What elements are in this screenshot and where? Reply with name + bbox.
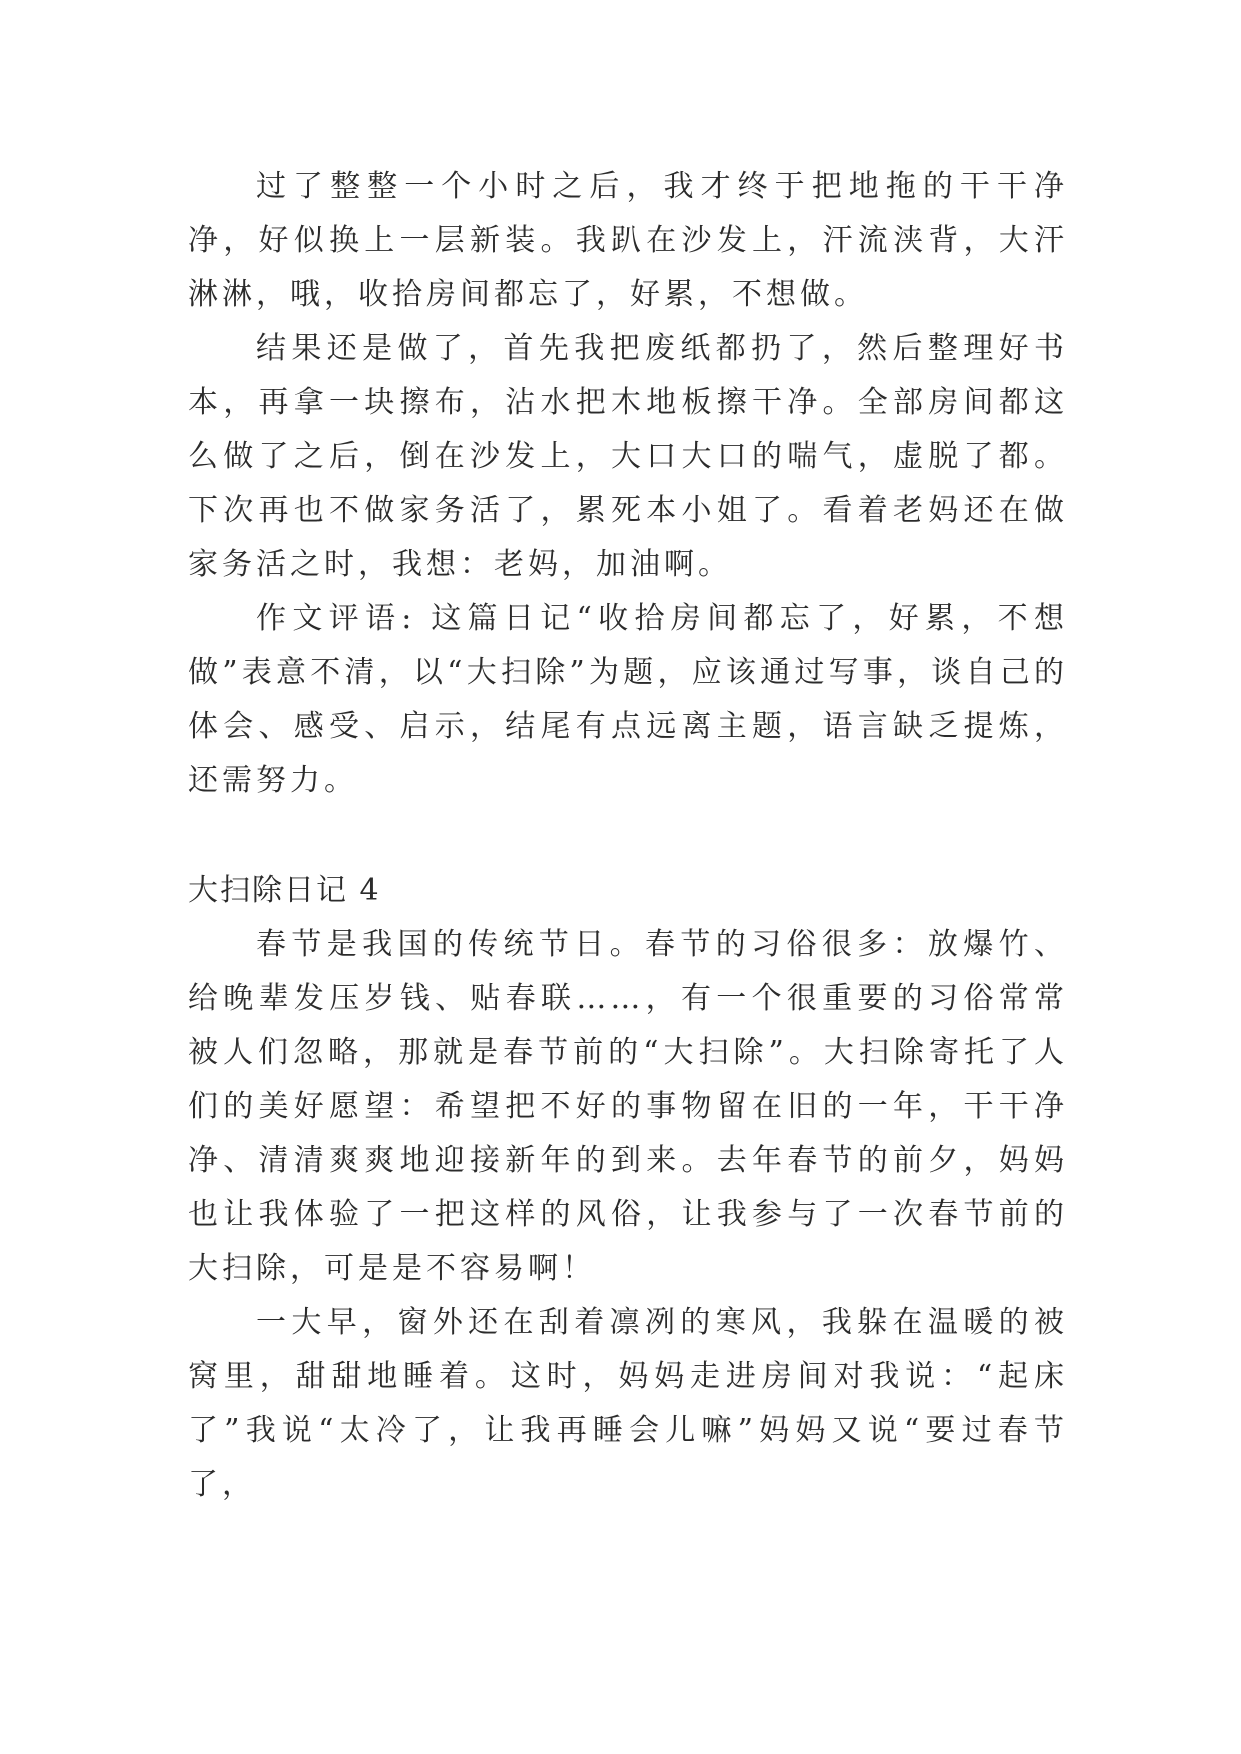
paragraph-mopping: 过了整整一个小时之后，我才终于把地拖的干干净净，好似换上一层新装。我趴在沙发上，汗流浃背，大汗淋淋，哦，收拾房间都忘了，好累，不想做。 — [188, 169, 1068, 312]
section-title: 大扫除日记 4 — [188, 873, 381, 908]
document-body — [188, 160, 1068, 1512]
paragraph-teacher-comment: 作文评语: 这篇日记“收拾房间都忘了，好累，不想做”表意不清，以“大扫除”为题，应该通过写事，谈自己的体会、感受、启示，结尾有点远离主题，语言缺乏提炼，还需努力。 — [188, 601, 1068, 798]
paragraph-cleaning: 结果还是做了，首先我把废纸都扔了，然后整理好书本，再拿一块擦布，沾水把木地板擦干净。全部房间都这么做了之后，倒在沙发上，大口大口的喘气，虚脱了都。下次再也不做家务活了，累死本小姐了。看着老妈还在做家务活之时，我想：老妈，加油啊。 — [188, 331, 1068, 582]
paragraph-early-morning: 一大早，窗外还在刮着凛冽的寒风，我躲在温暖的被窝里，甜甜地睡着。这时，妈妈走进房间对我说：“起床了”我说“太冷了，让我再睡会儿嘛”妈妈又说“要过春节了， — [188, 1305, 1068, 1502]
paragraph-spring-festival: 春节是我国的传统节日。春节的习俗很多：放爆竹、给晚辈发压岁钱、贴春联……，有一个很重要的习俗常常被人们忽略，那就是春节前的“大扫除”。大扫除寄托了人们的美好愿望：希望把不好的事物留在旧的一年，干干净净、清清爽爽地迎接新年的到来。去年春节的前夕，妈妈也让我体验了一把这样的风俗，让我参与了一次春节前的大扫除，可是是不容易啊！ — [188, 927, 1068, 1286]
